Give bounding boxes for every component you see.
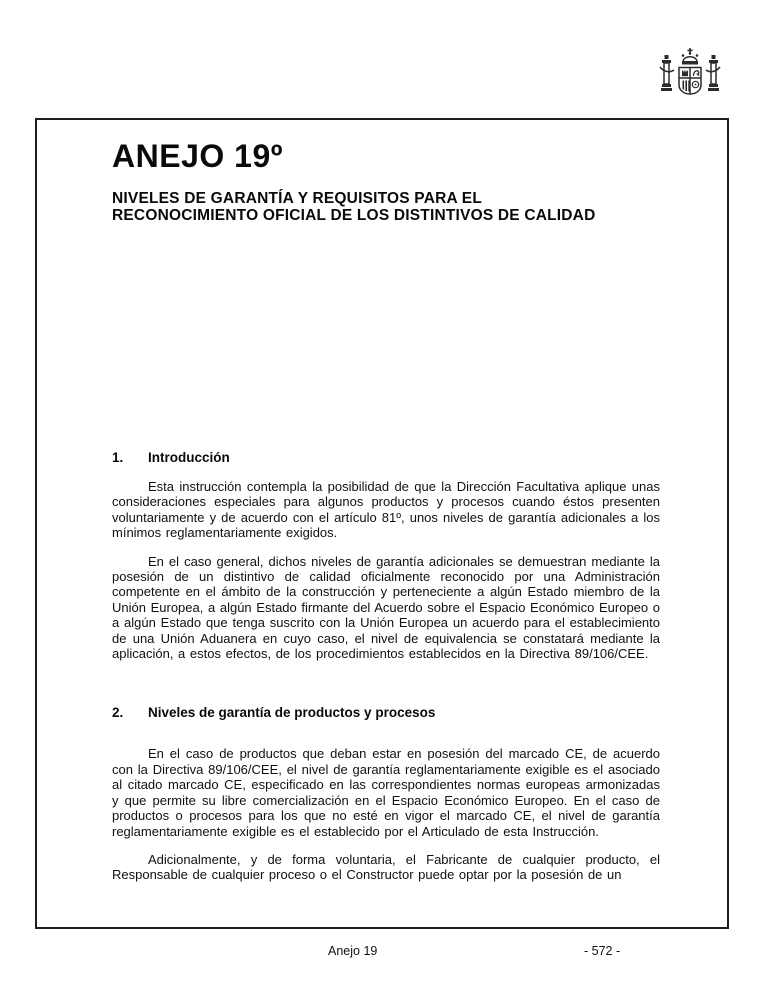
section-title: Niveles de garantía de productos y procesos	[148, 705, 436, 721]
section-number: 1.	[112, 450, 124, 465]
section-title: Introducción	[148, 450, 230, 465]
document-title: ANEJO 19º	[112, 138, 283, 174]
section-heading-1	[112, 450, 660, 466]
paragraph: Esta instrucción contempla la posibilidad de que la Dirección Facultativa aplique unas consideraciones especiales para algunos productos y procesos cuando éstos presenten voluntariamente y de acuerdo con el artículo 81º, unos niveles de garantía adicionales a los mínimos reglamentariamente exigidos.	[112, 479, 660, 541]
document-frame	[35, 118, 729, 929]
paragraph: En el caso de productos que deban estar en posesión del marcado CE, de acuerdo con la Directiva 89/106/CEE, el nivel de garantía reglamentariamente exigible es el asociado al citado marcado CE, especificado en las correspondientes normas europeas armonizadas y que permite su libre comercialización en el Espacio Económico Europeo. En el caso de productos o procesos para los que no esté en vigor el marcado CE, el nivel de garantía reglamentariamente exigible es el establecido por el Articulado de esta Instrucción.	[112, 746, 660, 839]
footer-annex-label: Anejo 19	[328, 944, 378, 958]
paragraph: Adicionalmente, y de forma voluntaria, el Fabricante de cualquier producto, el Responsable de cualquier proceso o el Constructor puede optar por la posesión de un	[112, 851, 660, 883]
spain-coat-of-arms-icon	[658, 47, 722, 109]
footer-page-number: - 572 -	[584, 944, 621, 958]
paragraph: En el caso general, dichos niveles de garantía adicionales se demuestran mediante la posesión de un distintivo de calidad oficialmente reconocido por una Administración competente en el ámbito de la construcción y perteneciente a algún Estado miembro de la Unión Europea, a algún Estado firmante del Acuerdo sobre el Espacio Económico Europeo o a algún Estado que tenga suscrito con la Unión Europea un acuerdo para el establecimiento de una Unión Aduanera en cuyo caso, el nivel de equivalencia se constatará mediante la aplicación, a estos efectos, de los procedimientos establecidos en la Directiva 89/106/CEE.	[112, 553, 660, 662]
section-heading-2	[112, 705, 660, 721]
document-subtitle-line-2: RECONOCIMIENTO OFICIAL DE LOS DISTINTIVOS DE CALIDAD	[112, 206, 596, 224]
document-subtitle	[112, 191, 660, 224]
document-subtitle-line-1: NIVELES DE GARANTÍA Y REQUISITOS PARA EL	[112, 190, 483, 207]
blank-space	[112, 224, 660, 450]
section-number: 2.	[112, 705, 124, 721]
